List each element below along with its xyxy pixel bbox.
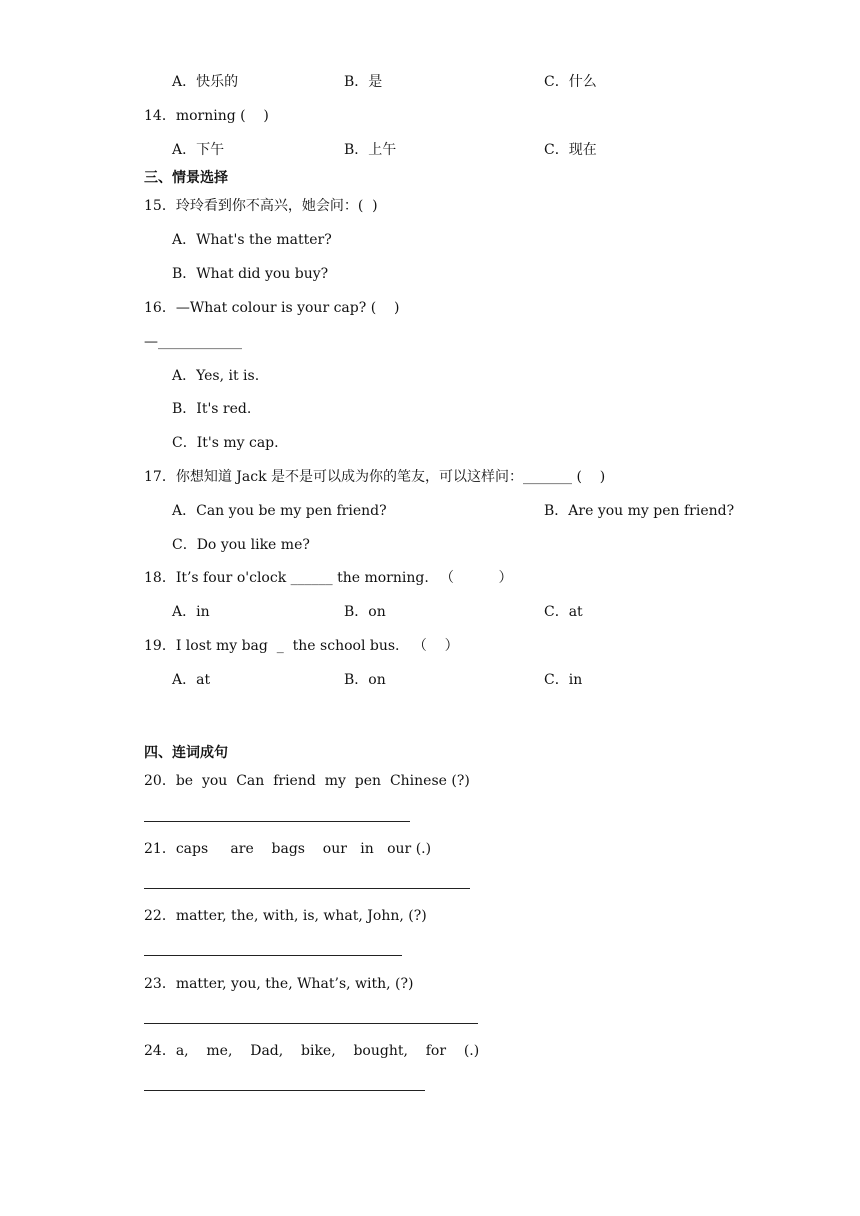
q19-option-b: B．on bbox=[344, 672, 386, 688]
q14-option-a: A．下午 bbox=[172, 142, 225, 158]
q16-answer-line: —____________ bbox=[144, 334, 242, 350]
q21-answer-rule[interactable] bbox=[144, 888, 470, 889]
q22-question: 22．matter, the, with, is, what, John, (?) bbox=[144, 908, 427, 924]
q14-question: 14．morning ( ) bbox=[144, 108, 269, 124]
q19-question: 19．I lost my bag _ the school bus. （ ） bbox=[144, 638, 459, 654]
q23-question: 23．matter, you, the, What’s, with, (?) bbox=[144, 976, 414, 992]
q18-option-c: C．at bbox=[544, 604, 583, 620]
q22-answer-rule[interactable] bbox=[144, 955, 402, 956]
q23-answer-rule[interactable] bbox=[144, 1023, 478, 1024]
q24-answer-rule[interactable] bbox=[144, 1090, 425, 1091]
q18-option-a: A．in bbox=[172, 604, 210, 620]
q20-answer-rule[interactable] bbox=[144, 821, 410, 822]
section-3-heading: 三、情景选择 bbox=[144, 170, 228, 186]
q14-option-c: C．现在 bbox=[544, 142, 597, 158]
q15-option-b: B．What did you buy? bbox=[172, 266, 329, 282]
q19-option-c: C．in bbox=[544, 672, 583, 688]
q16-option-b: B．It's red. bbox=[172, 401, 252, 417]
q16-option-c: C．It's my cap. bbox=[172, 435, 279, 451]
q17-question: 17．你想知道 Jack 是不是可以成为你的笔友，可以这样问：_______ ( ) bbox=[144, 469, 606, 485]
q16-option-a: A．Yes, it is. bbox=[172, 368, 260, 384]
q17-option-c: C．Do you like me? bbox=[172, 537, 310, 553]
q13-option-b: B．是 bbox=[344, 74, 383, 90]
q18-option-b: B．on bbox=[344, 604, 386, 620]
q18-answer-paren: （ ） bbox=[440, 570, 513, 586]
q24-question: 24．a, me, Dad, bike, bought, for (.) bbox=[144, 1043, 480, 1059]
section-4-heading: 四、连词成句 bbox=[144, 745, 228, 761]
q15-question: 15．玲玲看到你不高兴，她会问：( ) bbox=[144, 198, 378, 214]
q13-option-a: A．快乐的 bbox=[172, 74, 239, 90]
q19-option-a: A．at bbox=[172, 672, 211, 688]
q18-question: 18．It’s four o'clock ______ the morning. bbox=[144, 570, 429, 586]
q14-option-b: B．上午 bbox=[344, 142, 397, 158]
q16-question: 16．—What colour is your cap? ( ) bbox=[144, 300, 400, 316]
q15-option-a: A．What's the matter? bbox=[172, 232, 332, 248]
q17-option-b: B．Are you my pen friend? bbox=[544, 503, 735, 519]
q13-option-c: C．什么 bbox=[544, 74, 597, 90]
q21-question: 21．caps are bags our in our (.) bbox=[144, 841, 432, 857]
q20-question: 20．be you Can friend my pen Chinese (?) bbox=[144, 773, 470, 789]
q17-option-a: A．Can you be my pen friend? bbox=[172, 503, 387, 519]
